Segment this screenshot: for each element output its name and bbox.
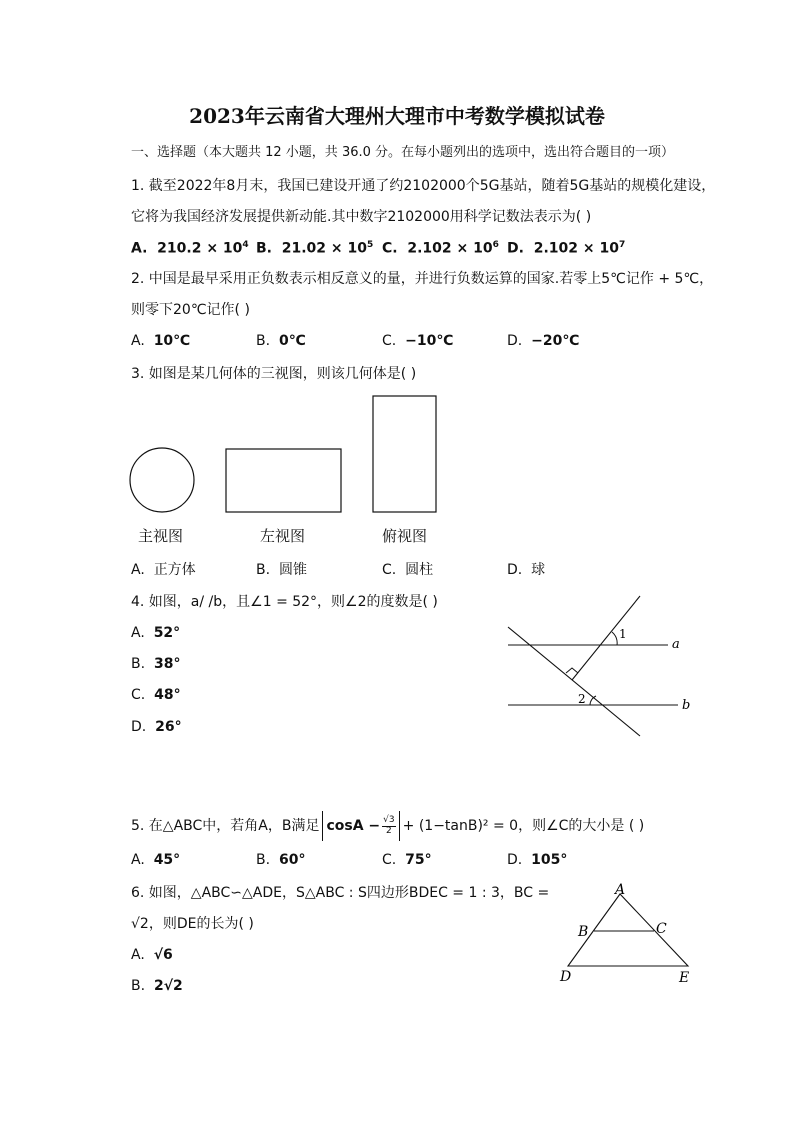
q3-three-views-figure [120, 390, 450, 520]
q2-option-b-text: 0℃ [278, 333, 306, 349]
q5-suffix: + (1−tanB)² = 0，则∠C的大小是 ( ) [402, 817, 645, 834]
q4-option-d [131, 719, 182, 736]
vertex-e-label: E [679, 970, 690, 986]
q6-option-a-label: A. [131, 947, 145, 963]
q4-option-d-label: D. [131, 719, 147, 735]
angle1-arc [612, 632, 617, 645]
q5-option-a [131, 852, 180, 869]
q4-parallel-lines-figure [500, 590, 700, 750]
q2-option-a-label: A. [131, 333, 145, 349]
vertex-b-label: B [578, 924, 589, 940]
q4-option-c [131, 687, 181, 704]
q4-line1: 4. 如图，a/ /b，且∠1 = 52°，则∠2的度数是( ) [131, 594, 438, 610]
q1-option-b [256, 240, 373, 257]
q5-option-d [507, 852, 567, 869]
q3-option-b-text: 圆锥 [278, 562, 307, 578]
q6-option-b-text: 2√2 [153, 978, 183, 994]
q6-option-a [131, 947, 173, 964]
q1-option-a [131, 240, 249, 257]
q4-option-b-label: B. [131, 656, 146, 672]
front-view-circle [130, 448, 194, 512]
q2-option-c-label: C. [382, 333, 397, 349]
q5-option-b [256, 852, 305, 869]
q5-option-b-label: B. [256, 852, 271, 868]
q2-option-d-label: D. [507, 333, 523, 349]
q3-line1: 3. 如图是某几何体的三视图，则该几何体是( ) [131, 366, 417, 382]
view-label-front: 主视图 [138, 527, 184, 545]
q5-option-c [382, 852, 432, 869]
vertex-d-label: D [560, 969, 572, 985]
q1-option-c-exp: 6 [492, 240, 499, 250]
q2-option-c [382, 333, 453, 350]
perpendicular-line [572, 596, 640, 680]
q3-option-c-label: C. [382, 562, 397, 578]
q1-option-b-exp: 5 [367, 240, 374, 250]
q1-option-c-base: 2.102 × 10 [407, 240, 493, 257]
q1-line1: 1. 截至2022年8月末，我国已建设开通了约2102000个5G基站，随着5G基站的规模化建设， [131, 178, 716, 194]
q4-option-c-text: 48° [154, 687, 181, 703]
q5-abs-expr: cosA − [326, 817, 381, 834]
q5-fraction-den: 2 [386, 825, 392, 836]
q2-line2: 则零下20℃记作( ) [131, 302, 250, 318]
q3-option-d-text: 球 [531, 562, 546, 578]
q3-option-d [507, 562, 545, 579]
q4-option-b [131, 656, 180, 673]
page-title: 2023年云南省大理州大理市中考数学模拟试卷 [189, 104, 605, 128]
q4-option-c-label: C. [131, 687, 146, 703]
q1-option-d [507, 240, 625, 257]
line-b-label: b [682, 698, 691, 713]
q6-option-b-label: B. [131, 978, 146, 994]
side-view-rect [226, 449, 341, 512]
q1-option-d-label: D. [507, 240, 524, 257]
q1-option-b-label: B. [256, 240, 272, 257]
q3-option-a-text: 正方体 [153, 562, 196, 578]
line-a-label: a [672, 637, 680, 652]
q5-line1 [131, 811, 644, 841]
q2-option-b [256, 333, 306, 350]
view-label-side: 左视图 [260, 527, 306, 545]
q5-fraction-num: √3 [383, 814, 395, 825]
q1-option-d-exp: 7 [618, 240, 626, 250]
top-view-rect [373, 396, 436, 512]
q3-option-b-label: B. [256, 562, 271, 578]
q5-abs-value [322, 811, 399, 841]
q2-option-d [507, 333, 579, 350]
view-label-top: 俯视图 [382, 527, 428, 545]
transversal-line [508, 627, 640, 736]
q1-option-b-base: 21.02 × 10 [281, 240, 367, 257]
q1-option-a-exp: 4 [242, 240, 249, 250]
q5-option-b-text: 60° [278, 852, 306, 868]
q1-option-c-label: C. [382, 240, 398, 257]
q3-option-b [256, 562, 307, 579]
angle2-label: 2 [578, 692, 586, 706]
q3-option-c [382, 562, 433, 579]
angle1-label: 1 [619, 627, 627, 641]
section-header: 一、选择题（本大题共 12 小题，共 36.0 分。在每小题列出的选项中，选出符合题目的一项） [131, 145, 675, 160]
q2-line1: 2. 中国是最早采用正负数表示相反意义的量，并进行负数运算的国家.若零上5℃记作 + 5℃， [131, 271, 714, 287]
q5-option-a-text: 45° [153, 852, 181, 868]
right-angle-mark [566, 668, 578, 673]
q1-option-d-base: 2.102 × 10 [533, 240, 619, 257]
q2-option-d-text: −20℃ [531, 333, 580, 349]
q4-option-a-label: A. [131, 625, 145, 641]
q3-option-a-label: A. [131, 562, 145, 578]
q3-option-a [131, 562, 196, 579]
q6-line1: 6. 如图，△ABC∽△ADE，S△ABC : S四边形BDEC = 1 : 3，BC = [131, 885, 550, 901]
q1-option-c [382, 240, 499, 257]
q4-option-a [131, 625, 180, 642]
q4-option-d-text: 26° [155, 719, 182, 735]
q6-option-a-text: √6 [153, 947, 173, 963]
q2-option-c-text: −10℃ [405, 333, 454, 349]
angle2-arc [590, 696, 596, 705]
q5-option-c-label: C. [382, 852, 397, 868]
q2-option-b-label: B. [256, 333, 271, 349]
q5-fraction [382, 816, 395, 837]
q4-option-a-text: 52° [153, 625, 181, 641]
q3-option-d-label: D. [507, 562, 523, 578]
q1-line2: 它将为我国经济发展提供新动能.其中数字2102000用科学记数法表示为( ) [131, 209, 592, 225]
vertex-a-label: A [615, 882, 626, 898]
q5-option-d-text: 105° [531, 852, 568, 868]
q3-option-c-text: 圆柱 [405, 562, 434, 578]
q4-option-b-text: 38° [153, 656, 181, 672]
q1-option-a-base: 210.2 × 10 [157, 240, 243, 257]
q5-option-d-label: D. [507, 852, 523, 868]
vertex-c-label: C [656, 921, 667, 937]
q6-line2: √2，则DE的长为( ) [131, 916, 254, 932]
q2-option-a [131, 333, 190, 350]
q6-similar-triangles-figure [555, 880, 705, 990]
q5-prefix: 5. 在△ABC中，若角A，B满足 [131, 817, 320, 834]
q1-option-a-label: A. [131, 240, 148, 257]
q5-option-c-text: 75° [405, 852, 432, 868]
q6-option-b [131, 978, 183, 995]
q2-option-a-text: 10℃ [153, 333, 191, 349]
q5-option-a-label: A. [131, 852, 145, 868]
